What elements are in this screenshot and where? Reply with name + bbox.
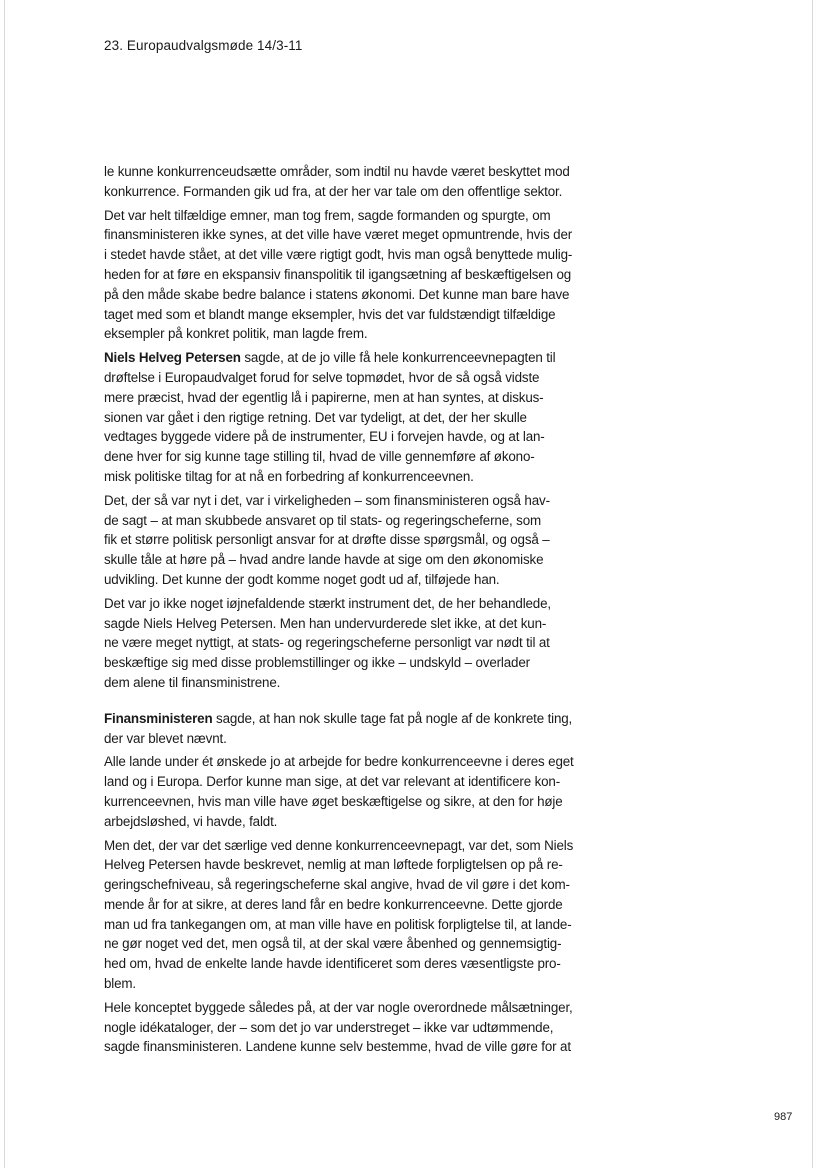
text-line: beskæftige sig med disse problemstillinger og ikke – undskyld – overlader bbox=[104, 655, 530, 671]
text-fragment: sagde, at han nok skulle tage fat på nogle af de konkrete ting, bbox=[212, 710, 573, 726]
page-number: 987 bbox=[774, 1111, 793, 1123]
text-line: le kunne konkurrenceudsætte områder, som indtil nu havde været beskyttet mod bbox=[104, 164, 570, 179]
text-line: skulle tåle at høre på – hvad andre lande havde at sige om den økonomiske bbox=[104, 552, 544, 568]
text-line bbox=[104, 348, 590, 368]
paragraph bbox=[104, 206, 590, 345]
text-line: arbejdsløshed, vi havde, faldt. bbox=[104, 813, 278, 829]
text-line: man ud fra tankegangen om, at man ville have en politisk forpligtelse til, at lande- bbox=[104, 916, 572, 932]
text-line: hed om, hvad de enkelte lande havde identificeret som deres væsentligste pro- bbox=[104, 956, 561, 972]
text-line: ne gør noget ved det, men også til, at der skal være åbenhed og gennemsigtig- bbox=[104, 936, 562, 952]
paragraph bbox=[104, 998, 590, 1057]
text-line: sagde finansministeren. Landene kunne selv bestemme, hvad de ville gøre for at bbox=[104, 1039, 571, 1055]
text-line: geringschefniveau, så regeringscheferne skal angive, hvad de vil gøre i det kom- bbox=[104, 877, 570, 893]
text-line: udvikling. Det kunne der godt komme noget godt ud af, tilføjede han. bbox=[104, 571, 500, 587]
paragraph bbox=[104, 709, 590, 749]
text-line: der var blevet nævnt. bbox=[104, 730, 227, 746]
text-line: vedtages byggede videre på de instrumenter, EU i forvejen havde, og at lan- bbox=[104, 429, 545, 445]
text-line: Men det, der var det særlige ved denne konkurrenceevnepagt, var det, som Niels bbox=[104, 837, 574, 853]
speaker-name: Niels Helveg Petersen bbox=[104, 350, 241, 366]
text-line: de sagt – at man skubbede ansvaret op til stats- og regeringscheferne, som bbox=[104, 512, 541, 528]
running-header: 23. Europaudvalgsmøde 14/3-11 bbox=[104, 38, 303, 53]
scan-edge-right bbox=[812, 0, 813, 1168]
text-line: dem alene til finansministrene. bbox=[104, 674, 281, 690]
text-line: taget med som et blandt mange eksempler, hvis det var fuldstændigt tilfældige bbox=[104, 306, 556, 322]
paragraph bbox=[104, 491, 590, 590]
text-line: fik et større politisk personligt ansvar for at drøfte disse spørgsmål, og også – bbox=[104, 532, 550, 548]
paragraph bbox=[104, 162, 590, 202]
text-line: sionen var gået i den rigtige retning. Det var tydeligt, at det, der her skulle bbox=[104, 409, 527, 425]
paragraph bbox=[104, 836, 590, 994]
text-line: mere præcist, hvad der egentlig lå i papirerne, men at han syntes, at diskus- bbox=[104, 389, 544, 405]
text-line: land og i Europa. Derfor kunne man sige, at det var relevant at identificere kon- bbox=[104, 774, 561, 790]
speaker-name: Finansministeren bbox=[104, 710, 213, 726]
text-line: kurrenceevnen, hvis man ville have øget beskæftigelse og sikre, at den for høje bbox=[104, 793, 563, 809]
text-line: Det var helt tilfældige emner, man tog frem, sagde formanden og spurgte, om bbox=[104, 207, 551, 223]
text-line: finansministeren ikke synes, at det ville have været meget opmuntrende, hvis der bbox=[104, 227, 573, 243]
paragraph bbox=[104, 348, 590, 487]
text-line: sagde Niels Helveg Petersen. Men han undervurderede slet ikke, at det kun- bbox=[104, 615, 547, 631]
scan-edge-left bbox=[4, 0, 5, 1168]
paragraph bbox=[104, 752, 590, 831]
text-line: nogle idékataloger, der – som det jo var understreget – ikke var udtømmende, bbox=[104, 1019, 554, 1035]
text-line: konkurrence. Formanden gik ud fra, at der her var tale om den offentlige sektor. bbox=[104, 183, 563, 199]
text-line: dene hver for sig kunne tage stilling til, hvad de ville gennemføre af økono- bbox=[104, 449, 535, 465]
text-line: i stedet havde stået, at det ville være rigtigt godt, hvis man også benyttede mulig- bbox=[104, 247, 573, 263]
text-line: heden for at føre en ekspansiv finanspolitik til igangsætning af beskæftigelsen og bbox=[104, 266, 572, 282]
text-line: blem. bbox=[104, 976, 136, 992]
paragraph bbox=[104, 594, 590, 693]
text-line: ne være meget nyttigt, at stats- og regeringscheferne personligt var nødt til at bbox=[104, 635, 550, 651]
text-line: misk politiske tiltag for at nå en forbedring af konkurrenceevnen. bbox=[104, 468, 474, 484]
text-fragment: sagde, at de jo ville få hele konkurrenceevnepagten til bbox=[240, 350, 556, 366]
text-line: Helveg Petersen havde beskrevet, nemlig at man løftede forpligtelsen op på re- bbox=[104, 857, 563, 873]
text-line: eksempler på konkret politik, man lagde frem. bbox=[104, 326, 368, 342]
text-line: på den måde skabe bedre balance i statens økonomi. Det kunne man bare have bbox=[104, 286, 570, 302]
text-line: Det, der så var nyt i det, var i virkeligheden – som finansministeren også hav- bbox=[104, 492, 550, 508]
text-line bbox=[104, 709, 590, 729]
text-line: Alle lande under ét ønskede jo at arbejde for bedre konkurrenceevne i deres eget bbox=[104, 754, 574, 770]
text-line: Det var jo ikke noget iøjnefaldende stærkt instrument det, de her behandlede, bbox=[104, 595, 551, 611]
document-body bbox=[104, 162, 590, 1061]
text-line: drøftelse i Europaudvalget forud for selve topmødet, hvor de så også vidste bbox=[104, 369, 540, 385]
text-line: Hele konceptet byggede således på, at der var nogle overordnede målsætninger, bbox=[104, 999, 573, 1015]
text-line: mende år for at sikre, at deres land får en bedre konkurrenceevne. Dette gjorde bbox=[104, 896, 563, 912]
